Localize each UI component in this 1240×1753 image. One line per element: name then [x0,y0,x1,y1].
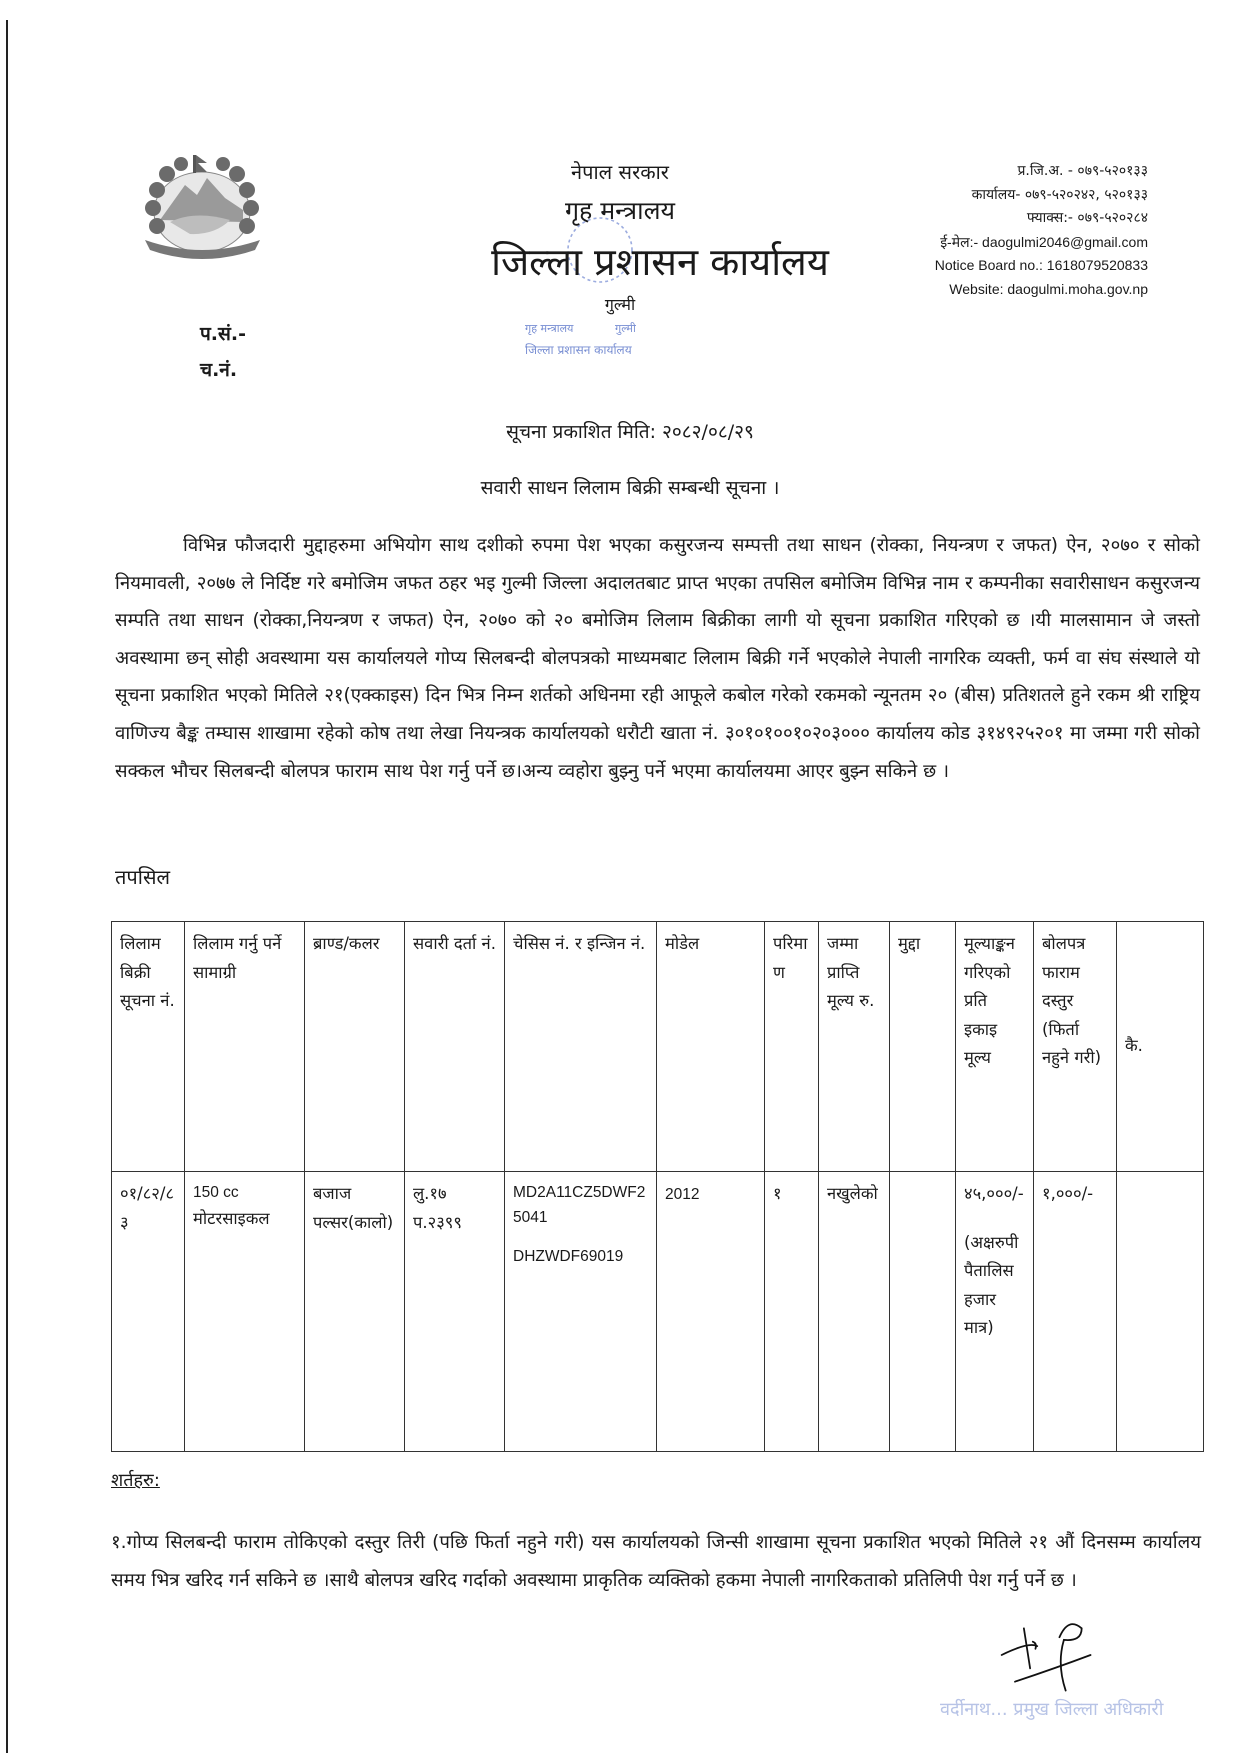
government-name: नेपाल सरकार [571,160,669,184]
notice-board-number: Notice Board no.: 1618079520833 [934,257,1148,273]
cdo-phone: प्र.जि.अ. - ०७९-५२०१३३ [1017,163,1148,179]
stamp-line: गृह मन्त्रालय [525,322,574,335]
cell-form-fee: १,०००/- [1034,1172,1117,1452]
unit-value: ४५,०००/- [964,1184,1024,1203]
page-left-edge [6,20,8,1753]
stamp-line: जिल्ला प्रशासन कार्यालय [525,343,632,357]
fax-number: फ्याक्स:- ०७९-५२०२८४ [1026,210,1148,226]
col-header-model: मोडेल [657,922,765,1172]
ref-cn-label: च.नं. [200,359,238,381]
col-header-case: मुद्दा [890,922,956,1172]
col-header-notice-no: लिलाम बिक्री सूचना नं. [112,922,185,1172]
office-stamp-icon [520,318,720,378]
col-header-quantity: परिमाण [765,922,819,1172]
notice-date: सूचना प्रकाशित मिति: २०८२/०८/२९ [506,421,754,443]
signature-stamp-line: वर्दीनाथ... [940,1699,1008,1720]
model-year: 2012 [665,1186,700,1203]
item-name: मोटरसाइकल [193,1209,270,1228]
ref-ps-label: प.सं.- [200,323,246,345]
col-header-item: लिलाम गर्नु पर्ने सामाग्री [185,922,305,1172]
cell-reg-no: लु.१७ प.२३९९ [405,1172,505,1452]
signature-icon [990,1615,1120,1695]
cell-remarks [1117,1172,1204,1452]
col-header-reg-no: सवारी दर्ता नं. [405,922,505,1172]
nepal-emblem-icon [135,150,270,270]
notice-body: विभिन्न फौजदारी मुद्दाहरुमा अभियोग साथ दशीको रुपमा पेश भएका कसुरजन्य सम्पत्ती तथा साधन (रोक्का, नियन्त्रण र जफत) ऐन, २०७० र सोको नियमावली, २०७७ ले निर्दिष्ट गरे बमोजिम जफत ठहर भइ गुल्मी जिल्ला अदालतबाट प्राप्त भएका तपसिल बमोजिम विभिन्न नाम र कम्पनीका सवारीसाधन कसुरजन्य सम्पति तथा साधन (रोक्का,नियन्त्रण र जफत) ऐन, २०७० को २० बमोजिम लिलाम बिक्रीका लागी यो सूचना प्रकाशित गरिएको छ ।यी मालसामान जे जस्तो अवस्थामा छन् सोही अवस्थामा यस कार्यालयले गोप्य सिलबन्दी बोलपत्रको माध्यमबाट लिलाम बिक्री गर्ने भएकोले नेपाली नागरिक व्यक्ती, फर्म वा संघ संस्थाले यो सूचना प्रकाशित भएको मितिले २१(एक्काइस) दिन भित्र निम्न शर्तको अधिनमा रही आफूले कबोल गरेको रकमको न्यूनतम २० (बीस) प्रतिशतले हुने रकम श्री राष्ट्रिय वाणिज्य बैङ्क तम्घास शाखामा रहेको कोष तथा लेखा नियन्त्रक कार्यालयको धरौटी खाता नं. ३०१०१००१०२०३००० कार्यालय कोड ३१४९२५२०१ मा जम्मा गरी सोको सक्कल भौचर सिलबन्दी बोलपत्र फाराम साथ पेश गर्नु पर्ने छ।अन्य व्वहोरा बुझ्नु पर्ने भएमा कार्यालयमा आएर बुझ्न सकिने छ । [115,535,1200,782]
cell-unit-value [956,1172,1034,1452]
stamp-line: गुल्मी [615,322,636,335]
website-link[interactable]: Website: daogulmi.moha.gov.np [949,280,1148,297]
district-name: गुल्मी [604,295,636,314]
cell-notice-no: ०१/८२/८३ [112,1172,185,1452]
ministry-name: गृह मन्त्रालय [564,196,676,225]
col-header-brand-color: ब्राण्ड/कलर [305,922,405,1172]
cell-model [657,1172,765,1452]
table-row [112,1172,1204,1452]
col-header-chassis-engine: चेसिस नं. र इन्जिन नं. [505,922,657,1172]
engine-no: DHZWDF69019 [513,1248,624,1265]
contact-block [903,160,1148,301]
col-header-remarks: कै. [1117,922,1204,1172]
notice-title: सवारी साधन लिलाम बिक्री सम्बन्धी सूचना । [480,477,780,499]
office-phone: कार्यालय- ०७९-५२०२४२, ५२०१३३ [971,186,1148,203]
chassis-no: MD2A11CZ5DWF25041 [513,1184,646,1226]
cell-item [185,1172,305,1452]
table-header-row [112,922,1204,1172]
col-header-unit-value: मूल्याङ्कन गरिएको प्रति इकाइ मूल्य [956,922,1034,1172]
cell-total-value: नखुलेको [819,1172,890,1452]
schedule-heading: तपसिल [115,865,171,889]
cell-case [890,1172,956,1452]
cell-quantity: १ [765,1172,819,1452]
cell-brand-color: बजाज पल्सर(कालो) [305,1172,405,1452]
signature-stamp-line: प्रमुख जिल्ला अधिकारी [1013,1699,1164,1720]
email-address[interactable]: ई-मेल:- daogulmi2046@gmail.com [940,233,1148,250]
col-header-total-value: जम्मा प्राप्ति मूल्य रु. [819,922,890,1172]
conditions-heading: शर्तहरु: [111,1470,160,1491]
unit-value-words: (अक्षरुपी पैतालिस हजार मात्र) [964,1232,1019,1338]
cell-chassis-engine [505,1172,657,1452]
auction-items-table [111,921,1204,1452]
item-size: 150 cc [193,1184,239,1201]
office-name: जिल्ला प्रशासन कार्यालय [491,240,829,284]
condition-item: १.गोप्य सिलबन्दी फाराम तोकिएको दस्तुर तिरी (पछि फिर्ता नहुने गरी) यस कार्यालयको जिन्सी शाखामा सूचना प्रकाशित भएको मितिले २१ औं दिनसम्म कार्यालय समय भित्र खरिद गर्न सकिने छ ।साथै बोलपत्र खरिद गर्दाको अवस्थामा प्राकृतिक व्यक्तिको हकमा नेपाली नागरिकताको प्रतिलिपी पेश गर्नु पर्ने छ । [111,1532,1201,1591]
signature-stamp [940,1698,1163,1722]
col-header-form-fee: बोलपत्र फाराम दस्तुर (फिर्ता नहुने गरी) [1034,922,1117,1172]
